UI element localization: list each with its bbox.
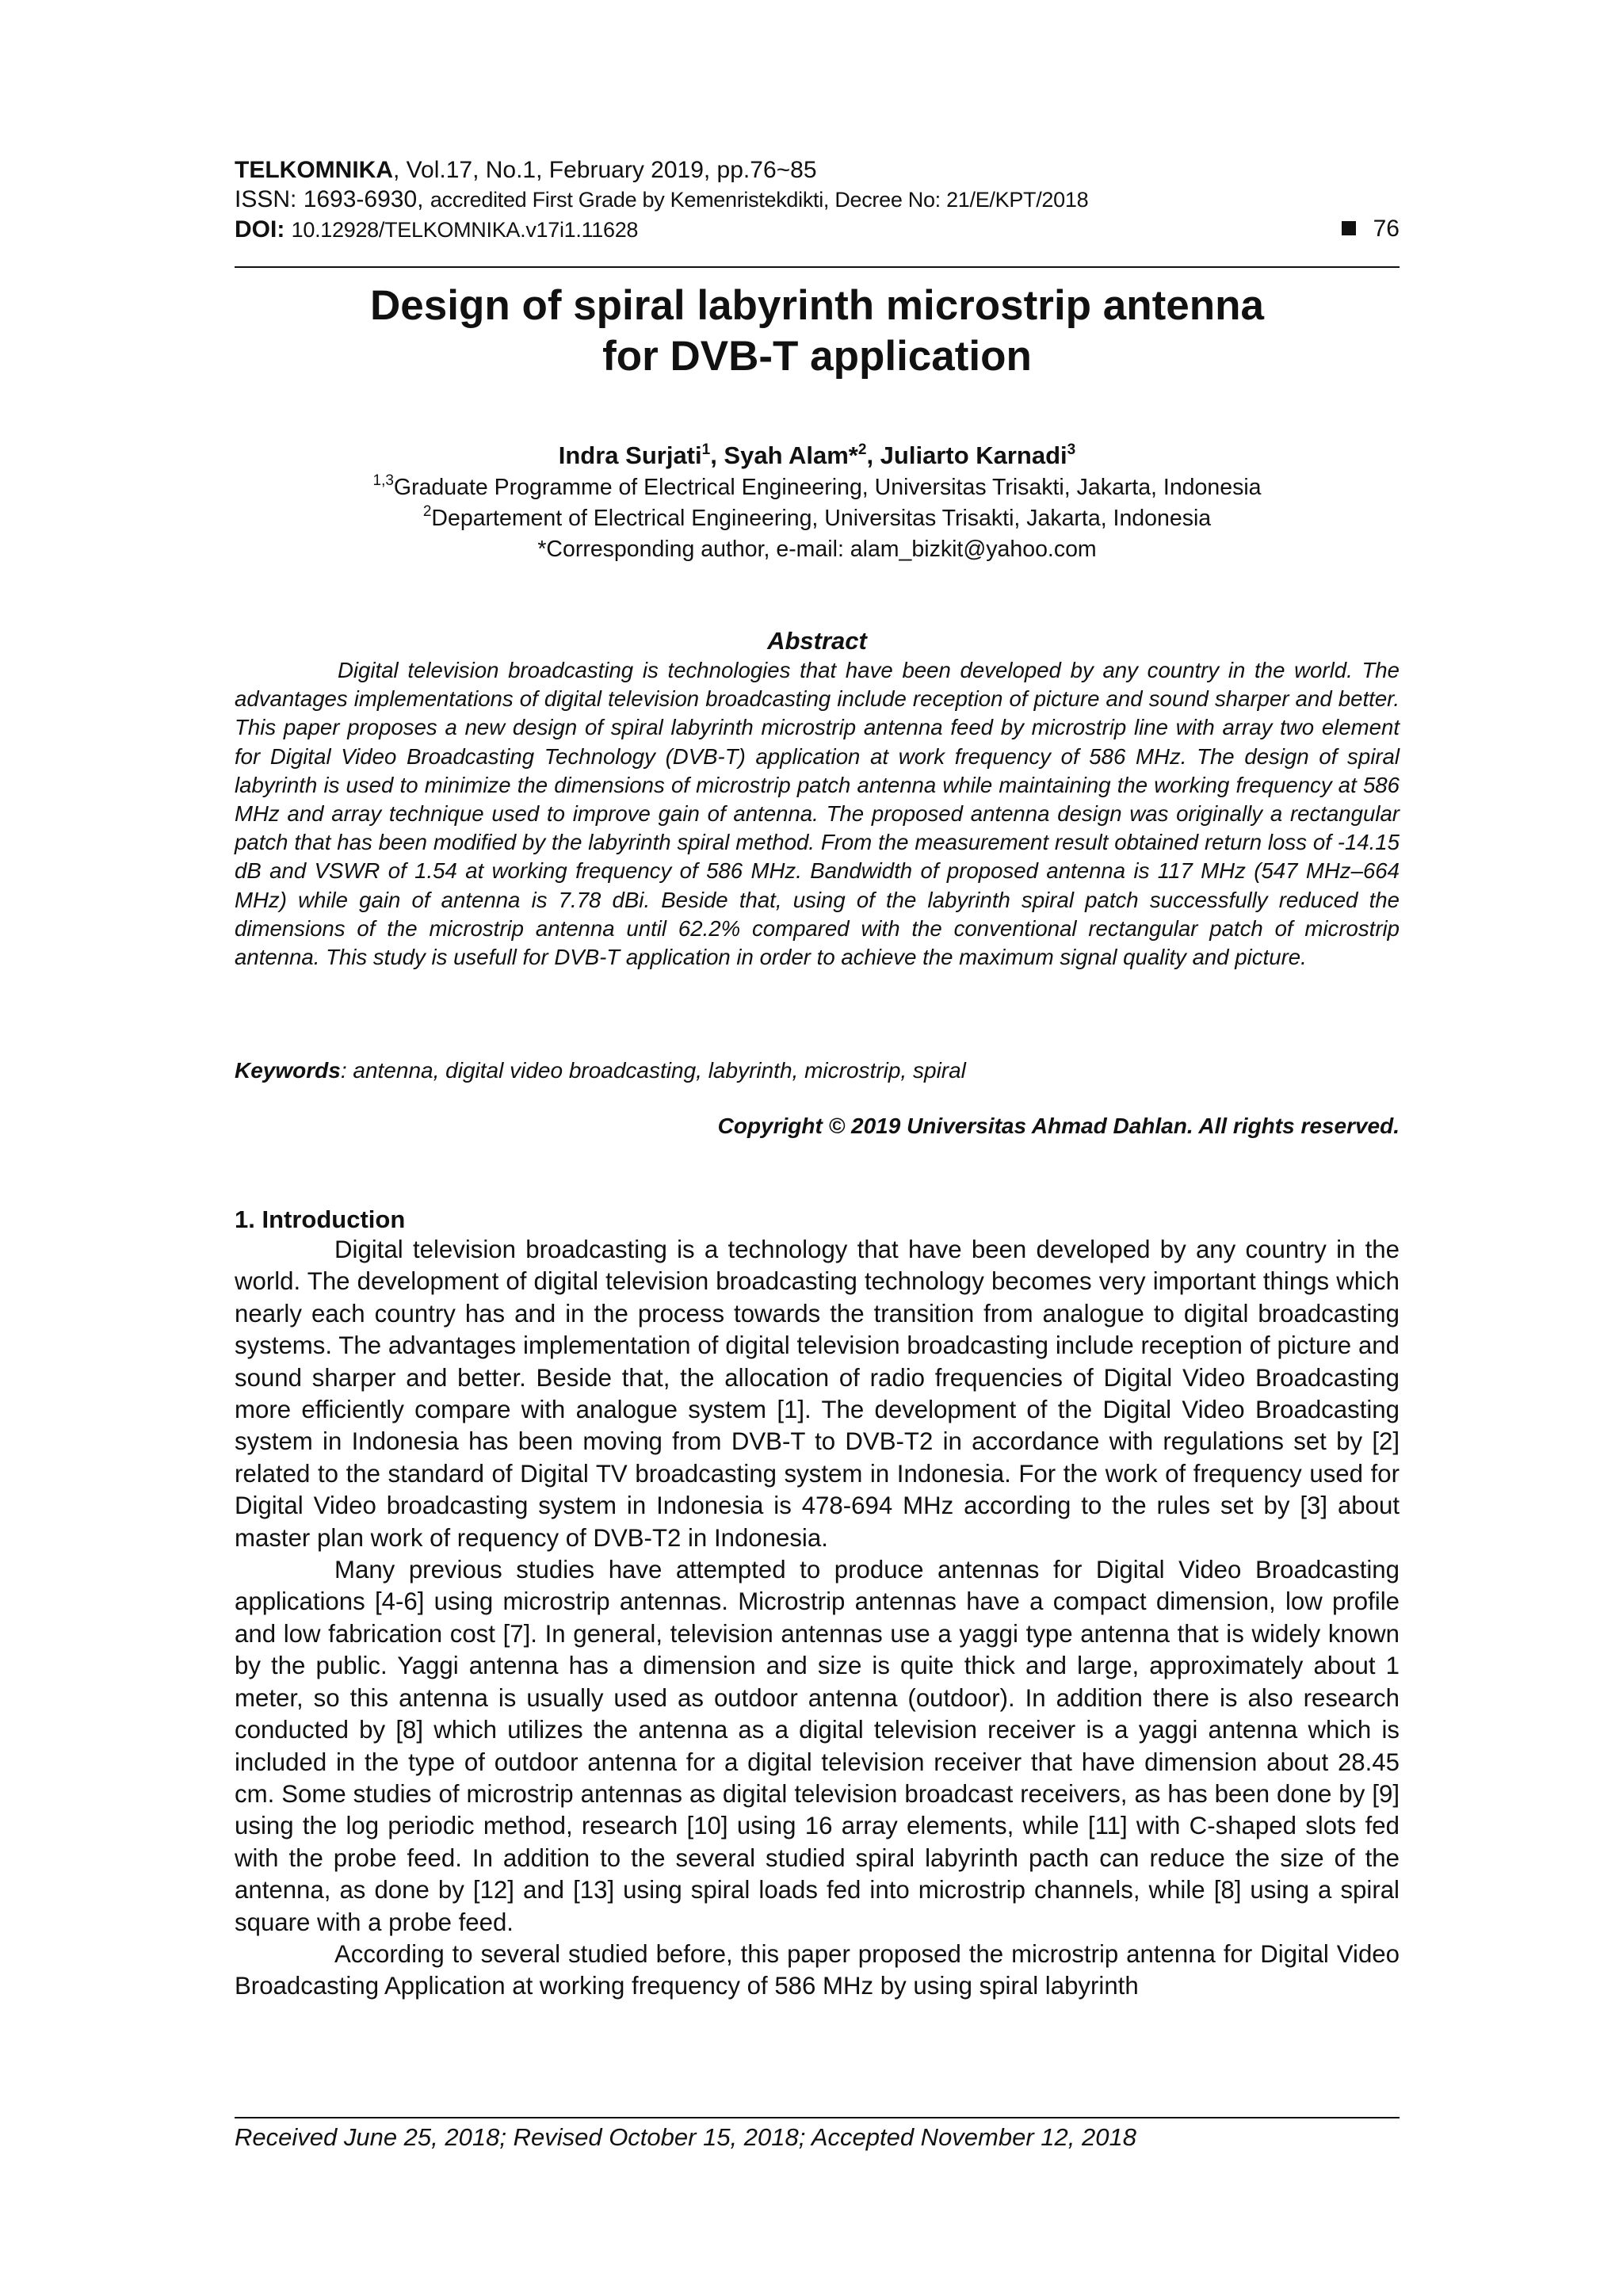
author-2: , Syah Alam* — [710, 441, 858, 469]
introduction-body — [235, 1234, 1400, 2003]
author-1-sup: 1 — [701, 441, 711, 458]
accreditation-text: accredited First Grade by Kemenristekdikti, Decree No: 21/E/KPT/2018 — [430, 188, 1089, 212]
copyright-notice: Copyright © 2019 Universitas Ahmad Dahlan. All rights reserved. — [717, 1114, 1400, 1138]
journal-name: TELKOMNIKA — [235, 157, 393, 183]
affiliation-1 — [235, 473, 1400, 502]
affiliation-2-text: Departement of Electrical Engineering, Universitas Trisakti, Jakarta, Indonesia — [431, 506, 1212, 531]
doi-line — [235, 215, 1400, 245]
author-1: Indra Surjati — [558, 441, 702, 469]
header-divider — [235, 266, 1400, 268]
author-list — [235, 441, 1400, 471]
received-dates: Received June 25, 2018; Revised October 15, 2018; Accepted November 12, 2018 — [235, 2123, 1136, 2151]
section-heading-introduction: 1. Introduction — [235, 1205, 406, 1233]
journal-volume: , Vol.17, No.1, February 2019, pp.76~85 — [392, 157, 817, 183]
square-bullet-icon — [1342, 221, 1356, 235]
affiliation-1-sup: 1,3 — [372, 472, 394, 489]
author-3-sup: 3 — [1067, 441, 1076, 458]
doi-value[interactable]: 10.12928/TELKOMNIKA.v17i1.11628 — [291, 218, 639, 242]
journal-header — [235, 155, 1400, 245]
author-3: , Juliarto Karnadi — [866, 441, 1067, 469]
paragraph: According to several studied before, this paper proposed the microstrip antenna for Digital Video Broadcasting Application at working frequency of 586 MHz by using spiral labyrinth — [235, 1939, 1400, 2000]
keywords-label: Keywords — [235, 1058, 341, 1083]
keywords — [235, 1056, 1400, 1085]
keywords-text: : antenna, digital video broadcasting, labyrinth, microstrip, spiral — [340, 1058, 966, 1083]
paragraph: Many previous studies have attempted to produce antennas for Digital Video Broadcasting applications [4-6] using microstrip antennas. Microstrip antennas have a compact dimension, low profile and low fabrication cost [7]. In general, television antennas use a yaggi type antenna that is widely known by the public. Yaggi antenna has a dimension and size is quite thick and large, approximately about 1 meter, so this antenna is usually used as outdoor antenna (outdoor). In addition there is also research conducted by [8] which utilizes the antenna as a digital television receiver is a yaggi antenna which is included in the type of outdoor antenna for a digital television receiver that have dimension about 28.45 cm. Some studies of microstrip antennas as digital television broadcast receivers, as has been done by [9] using the log periodic method, research [10] using 16 array elements, while [11] with C-shaped slots fed with the probe feed. In addition to the several studied spiral labyrinth pacth can reduce the size of the antenna, as done by [12] and [13] using spiral loads fed into microstrip channels, while [8] using a spiral square with a probe feed. — [235, 1556, 1400, 1936]
issn-label: ISSN: 1693-6930, — [235, 186, 430, 212]
abstract-text: Digital television broadcasting is technologies that have been developed by any country in the world. The advantages implementations of digital television broadcasting include reception of picture and sound sharper and better. This paper proposes a new design of spiral labyrinth microstrip antenna feed by microstrip line with array two element for Digital Video Broadcasting Technology (DVB-T) application at work frequency of 586 MHz. The design of spiral labyrinth is used to minimize the dimensions of microstrip patch antenna while maintaining the working frequency at 586 MHz and array technique used to improve gain of antenna. The proposed antenna design was originally a rectangular patch that has been modified by the labyrinth spiral method. From the measurement result obtained return loss of -14.15 dB and VSWR of 1.54 at working frequency of 586 MHz. Bandwidth of proposed antenna is 117 MHz (547 MHz–664 MHz) while gain of antenna is 7.78 dBi. Beside that, using of the labyrinth spiral patch successfully reduced the dimensions of the microstrip antenna until 62.2% compared with the conventional rectangular patch of microstrip antenna. This study is usefull for DVB-T application in order to achieve the maximum signal quality and picture. — [235, 658, 1400, 970]
paper-title — [235, 281, 1400, 382]
affiliation-2 — [235, 504, 1400, 533]
author-2-sup: 2 — [857, 441, 867, 458]
corresponding-author: *Corresponding author, e-mail: alam_bizkit@yahoo.com — [537, 537, 1097, 562]
affiliation-2-sup: 2 — [422, 503, 432, 520]
title-line-1: Design of spiral labyrinth microstrip antenna — [370, 282, 1264, 329]
page-number-value: 76 — [1373, 216, 1400, 242]
paragraph: Digital television broadcasting is a technology that have been developed by any country in the world. The development of digital television broadcasting technology becomes very important things which nearly each country has and in the process towards the transition from analogue to digital broadcasting systems. The advantages implementation of digital television broadcasting include reception of picture and sound sharper and better. Beside that, the allocation of radio frequencies of Digital Video Broadcasting more efficiently compare with analogue system [1]. The development of the Digital Video Broadcasting system in Indonesia has been moving from DVB-T to DVB-T2 in accordance with regulations set by [2] related to the standard of Digital TV broadcasting system in Indonesia. For the work of frequency used for Digital Video broadcasting system in Indonesia is 478-694 MHz according to the rules set by [3] about master plan work of requency of DVB-T2 in Indonesia. — [235, 1236, 1400, 1552]
page-number — [1342, 214, 1400, 243]
doi-label: DOI: — [235, 216, 292, 243]
journal-citation-line — [235, 155, 1400, 185]
title-line-2: for DVB-T application — [602, 333, 1032, 380]
abstract-heading: Abstract — [767, 627, 867, 655]
footer-divider — [235, 2117, 1400, 2118]
issn-line — [235, 185, 1400, 215]
affiliation-1-text: Graduate Programme of Electrical Engineering, Universitas Trisakti, Jakarta, Indonesia — [393, 475, 1262, 500]
